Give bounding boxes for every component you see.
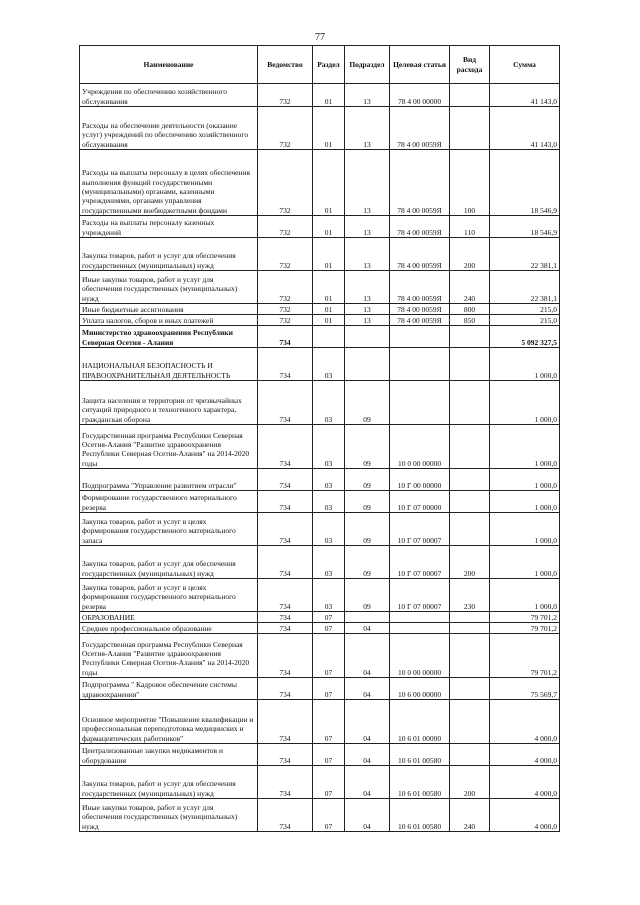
header-section: Раздел <box>313 46 345 84</box>
table-row <box>80 579 560 612</box>
cell-article <box>390 623 450 634</box>
header-expense-type: Вид расхода <box>450 46 490 84</box>
cell-amount: 22 381,1 <box>490 238 560 271</box>
cell-subsection: 04 <box>345 799 390 832</box>
cell-section: 01 <box>313 84 345 107</box>
cell-article: 78 4 00 00000 <box>390 84 450 107</box>
cell-amount: 1 000,0 <box>490 469 560 491</box>
cell-dept: 732 <box>258 304 313 315</box>
cell-expense-type <box>450 623 490 634</box>
cell-name: Государственная программа Республики Северная Осетия-Алания "Развитие здравоохранения Республики Северная Осетия-Алания" на 2014-2020 годы <box>80 425 258 469</box>
cell-name: Закупка товаров, работ и услуг в целях формирования государственного материального резерва <box>80 579 258 612</box>
cell-amount: 5 092 327,5 <box>490 326 560 348</box>
cell-article <box>390 612 450 623</box>
cell-amount: 75 569,7 <box>490 678 560 700</box>
cell-article: 78 4 00 0059Я <box>390 304 450 315</box>
table-row <box>80 271 560 304</box>
table-row <box>80 469 560 491</box>
cell-amount: 1 000,0 <box>490 491 560 513</box>
cell-article <box>390 326 450 348</box>
cell-amount: 215,0 <box>490 315 560 326</box>
cell-expense-type <box>450 491 490 513</box>
cell-expense-type <box>450 425 490 469</box>
cell-amount: 41 143,0 <box>490 84 560 107</box>
cell-name: Иные бюджетные ассигнования <box>80 304 258 315</box>
cell-amount: 18 546,9 <box>490 216 560 238</box>
cell-dept: 734 <box>258 513 313 546</box>
cell-amount: 1 000,0 <box>490 381 560 425</box>
cell-expense-type: 850 <box>450 315 490 326</box>
cell-name: Закупка товаров, работ и услуг для обеспечения государственных (муниципальных) нужд <box>80 238 258 271</box>
table-row <box>80 700 560 744</box>
cell-expense-type: 110 <box>450 216 490 238</box>
table-row <box>80 634 560 678</box>
cell-name: Среднее профессиональное образование <box>80 623 258 634</box>
table-row <box>80 678 560 700</box>
cell-subsection: 09 <box>345 491 390 513</box>
cell-subsection: 09 <box>345 546 390 579</box>
cell-subsection: 09 <box>345 425 390 469</box>
cell-subsection: 04 <box>345 678 390 700</box>
cell-name: Учреждения по обеспечению хозяйственного обслуживания <box>80 84 258 107</box>
cell-section: 07 <box>313 623 345 634</box>
cell-dept: 734 <box>258 326 313 348</box>
cell-expense-type <box>450 744 490 766</box>
cell-section: 07 <box>313 634 345 678</box>
cell-article: 10 Г 00 00000 <box>390 469 450 491</box>
cell-dept: 734 <box>258 348 313 381</box>
cell-subsection: 09 <box>345 513 390 546</box>
cell-section: 01 <box>313 150 345 216</box>
cell-name: Расходы на выплаты персоналу в целях обеспечения выполнения функций государственными (муниципальными) органами, казенными учреждениями, органами управления государственными внебюджетными фондами <box>80 150 258 216</box>
cell-section: 07 <box>313 744 345 766</box>
cell-section: 03 <box>313 469 345 491</box>
table-header-row <box>80 46 560 84</box>
cell-dept: 732 <box>258 315 313 326</box>
cell-section: 03 <box>313 513 345 546</box>
header-subsection: Подраздел <box>345 46 390 84</box>
table-row <box>80 623 560 634</box>
cell-dept: 734 <box>258 579 313 612</box>
cell-name: Основное мероприятие "Повышение квалификации и профессиональная переподготовка медицинских и фармацевтических работников" <box>80 700 258 744</box>
table-row <box>80 150 560 216</box>
cell-expense-type: 240 <box>450 271 490 304</box>
cell-name: Иные закупки товаров, работ и услуг для обеспечения государственных (муниципальных) нужд <box>80 271 258 304</box>
cell-name: Государственная программа Республики Северная Осетия-Алания "Развитие здравоохранения Республики Северная Осетия-Алания" на 2014-2020 годы <box>80 634 258 678</box>
table-row <box>80 766 560 799</box>
cell-dept: 734 <box>258 678 313 700</box>
cell-section: 07 <box>313 612 345 623</box>
cell-section: 01 <box>313 216 345 238</box>
cell-expense-type <box>450 469 490 491</box>
cell-dept: 734 <box>258 744 313 766</box>
cell-expense-type: 200 <box>450 546 490 579</box>
table-row <box>80 546 560 579</box>
cell-amount: 1 000,0 <box>490 579 560 612</box>
table-row <box>80 216 560 238</box>
cell-dept: 734 <box>258 469 313 491</box>
cell-section: 01 <box>313 304 345 315</box>
cell-amount: 1 000,0 <box>490 348 560 381</box>
cell-amount: 215,0 <box>490 304 560 315</box>
cell-article: 78 4 00 0059Я <box>390 216 450 238</box>
cell-article: 10 6 00 00000 <box>390 678 450 700</box>
cell-subsection: 09 <box>345 469 390 491</box>
cell-article: 10 6 01 00580 <box>390 744 450 766</box>
cell-section: 03 <box>313 381 345 425</box>
table-row <box>80 513 560 546</box>
cell-subsection <box>345 326 390 348</box>
header-name: Наименование <box>80 46 258 84</box>
cell-dept: 734 <box>258 634 313 678</box>
cell-amount: 1 000,0 <box>490 546 560 579</box>
cell-section: 07 <box>313 766 345 799</box>
cell-dept: 732 <box>258 107 313 150</box>
cell-name: Централизованные закупки медикаментов и оборудования <box>80 744 258 766</box>
table-row <box>80 315 560 326</box>
table-row <box>80 238 560 271</box>
cell-article: 10 Г 07 00007 <box>390 546 450 579</box>
cell-subsection: 13 <box>345 238 390 271</box>
header-amount: Сумма <box>490 46 560 84</box>
cell-amount: 4 000,0 <box>490 744 560 766</box>
cell-article: 78 4 00 0059Я <box>390 107 450 150</box>
table-row <box>80 381 560 425</box>
cell-section: 07 <box>313 799 345 832</box>
cell-subsection: 09 <box>345 381 390 425</box>
cell-dept: 734 <box>258 700 313 744</box>
cell-article <box>390 381 450 425</box>
cell-section: 03 <box>313 579 345 612</box>
cell-article: 10 0 00 00000 <box>390 634 450 678</box>
table-row <box>80 84 560 107</box>
table-row <box>80 744 560 766</box>
cell-section: 07 <box>313 678 345 700</box>
cell-subsection: 04 <box>345 766 390 799</box>
cell-section: 07 <box>313 700 345 744</box>
cell-name: Закупка товаров, работ и услуг в целях формирования государственного материального запаса <box>80 513 258 546</box>
cell-name: Подпрограмма "Управление развитием отрасли" <box>80 469 258 491</box>
cell-expense-type <box>450 381 490 425</box>
cell-name: Подпрограмма " Кадровое обеспечение системы здравоохранения" <box>80 678 258 700</box>
cell-amount: 41 143,0 <box>490 107 560 150</box>
cell-amount: 1 000,0 <box>490 425 560 469</box>
header-dept: Ведомство <box>258 46 313 84</box>
cell-subsection: 13 <box>345 304 390 315</box>
cell-subsection: 13 <box>345 107 390 150</box>
cell-name: Закупка товаров, работ и услуг для обеспечения государственных (муниципальных) нужд <box>80 766 258 799</box>
table-row <box>80 799 560 832</box>
cell-subsection: 04 <box>345 634 390 678</box>
cell-amount: 79 701,2 <box>490 612 560 623</box>
cell-article: 10 6 01 00580 <box>390 799 450 832</box>
table-row <box>80 326 560 348</box>
cell-article: 10 6 01 00580 <box>390 766 450 799</box>
cell-amount: 22 381,1 <box>490 271 560 304</box>
cell-dept: 734 <box>258 546 313 579</box>
cell-dept: 732 <box>258 84 313 107</box>
cell-expense-type <box>450 634 490 678</box>
cell-expense-type <box>450 700 490 744</box>
cell-dept: 734 <box>258 766 313 799</box>
cell-expense-type <box>450 107 490 150</box>
cell-name: Расходы на выплаты персоналу казенных учреждений <box>80 216 258 238</box>
cell-expense-type <box>450 348 490 381</box>
cell-expense-type: 200 <box>450 766 490 799</box>
cell-amount: 79 701,2 <box>490 634 560 678</box>
cell-article: 78 4 00 0059Я <box>390 150 450 216</box>
table-row <box>80 491 560 513</box>
cell-section <box>313 326 345 348</box>
cell-subsection: 04 <box>345 744 390 766</box>
cell-name: Формирование государственного материального резерва <box>80 491 258 513</box>
cell-amount: 18 546,9 <box>490 150 560 216</box>
cell-subsection: 04 <box>345 700 390 744</box>
cell-expense-type <box>450 326 490 348</box>
cell-article: 78 4 00 0059Я <box>390 315 450 326</box>
cell-subsection: 13 <box>345 84 390 107</box>
cell-article: 78 4 00 0059Я <box>390 271 450 304</box>
cell-article: 10 Г 07 00000 <box>390 491 450 513</box>
cell-article: 10 6 01 00000 <box>390 700 450 744</box>
cell-name: Уплата налогов, сборов и иных платежей <box>80 315 258 326</box>
cell-article: 10 Г 07 00007 <box>390 513 450 546</box>
cell-expense-type: 200 <box>450 238 490 271</box>
cell-section: 03 <box>313 491 345 513</box>
cell-expense-type <box>450 513 490 546</box>
cell-amount: 1 000,0 <box>490 513 560 546</box>
cell-name: ОБРАЗОВАНИЕ <box>80 612 258 623</box>
cell-article: 10 Г 07 00007 <box>390 579 450 612</box>
cell-section: 03 <box>313 425 345 469</box>
table-row <box>80 612 560 623</box>
cell-section: 01 <box>313 238 345 271</box>
cell-article: 10 0 00 00000 <box>390 425 450 469</box>
cell-amount: 4 000,0 <box>490 700 560 744</box>
cell-subsection: 13 <box>345 150 390 216</box>
cell-dept: 734 <box>258 425 313 469</box>
cell-subsection: 04 <box>345 623 390 634</box>
table-row <box>80 107 560 150</box>
budget-table <box>79 45 560 832</box>
cell-subsection: 13 <box>345 216 390 238</box>
cell-name: Расходы на обеспечение деятельности (оказание услуг) учреждений по обеспечению хозяйственного обслуживания <box>80 107 258 150</box>
cell-dept: 734 <box>258 799 313 832</box>
cell-section: 01 <box>313 107 345 150</box>
cell-section: 03 <box>313 348 345 381</box>
cell-name: НАЦИОНАЛЬНАЯ БЕЗОПАСНОСТЬ И ПРАВООХРАНИТЕЛЬНАЯ ДЕЯТЕЛЬНОСТЬ <box>80 348 258 381</box>
cell-name: Защита населения и территории от чрезвычайных ситуаций природного и техногенного характера, гражданская оборона <box>80 381 258 425</box>
cell-amount: 4 000,0 <box>490 799 560 832</box>
table-row <box>80 304 560 315</box>
cell-expense-type: 800 <box>450 304 490 315</box>
cell-dept: 732 <box>258 271 313 304</box>
cell-section: 03 <box>313 546 345 579</box>
cell-name: Министерство здравоохранения Республики Северная Осетия - Алания <box>80 326 258 348</box>
cell-expense-type <box>450 84 490 107</box>
cell-dept: 734 <box>258 381 313 425</box>
cell-subsection: 09 <box>345 579 390 612</box>
cell-article <box>390 348 450 381</box>
cell-expense-type <box>450 678 490 700</box>
page-number: 77 <box>315 32 325 43</box>
cell-expense-type <box>450 612 490 623</box>
cell-expense-type: 240 <box>450 799 490 832</box>
cell-subsection <box>345 348 390 381</box>
cell-dept: 732 <box>258 238 313 271</box>
cell-article: 78 4 00 0059Я <box>390 238 450 271</box>
cell-subsection: 13 <box>345 271 390 304</box>
cell-amount: 79 701,2 <box>490 623 560 634</box>
cell-section: 01 <box>313 271 345 304</box>
cell-expense-type: 100 <box>450 150 490 216</box>
cell-expense-type: 230 <box>450 579 490 612</box>
cell-name: Иные закупки товаров, работ и услуг для обеспечения государственных (муниципальных) нужд <box>80 799 258 832</box>
cell-subsection: 13 <box>345 315 390 326</box>
cell-amount: 4 000,0 <box>490 766 560 799</box>
table-row <box>80 425 560 469</box>
cell-dept: 732 <box>258 216 313 238</box>
header-article: Целевая статья <box>390 46 450 84</box>
table-row <box>80 348 560 381</box>
cell-section: 01 <box>313 315 345 326</box>
cell-dept: 734 <box>258 491 313 513</box>
cell-dept: 734 <box>258 623 313 634</box>
cell-name: Закупка товаров, работ и услуг для обеспечения государственных (муниципальных) нужд <box>80 546 258 579</box>
cell-dept: 734 <box>258 612 313 623</box>
cell-dept: 732 <box>258 150 313 216</box>
cell-subsection <box>345 612 390 623</box>
